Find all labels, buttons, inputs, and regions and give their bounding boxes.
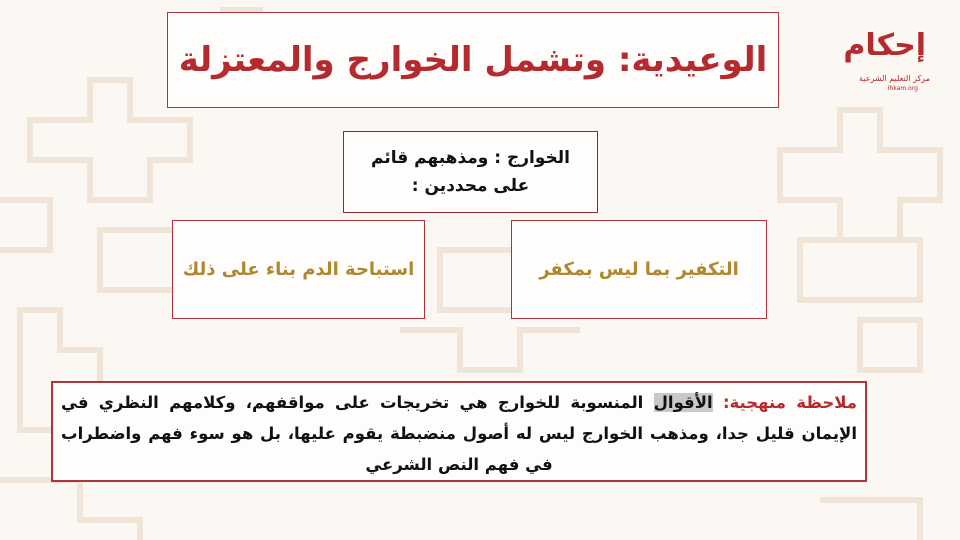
point-bloodshed: استباحة الدم بناء على ذلك [182, 259, 415, 280]
khawarij-line-1: الخوارج : ومذهبهم قائم [371, 148, 570, 168]
logo-tagline: Ihkam.org [887, 85, 918, 92]
slide-title: الوعيدية: وتشمل الخوارج والمعتزلة [178, 40, 768, 80]
point-box-left [172, 220, 425, 319]
point-takfir: التكفير بما ليس بمكفر [539, 259, 739, 280]
khawarij-heading [371, 144, 570, 200]
logo [842, 28, 934, 98]
khawarij-box [343, 131, 598, 213]
note-label: ملاحظة منهجية: [722, 393, 857, 412]
note-body: المنسوبة للخوارج هي تخريجات على مواقفهم، وكلامهم النظري في الإيمان قليل جدا، ومذهب الخوارج ليس له أصول منضبطة يقوم عليها، بل هو سوء فهم واضطراب في فهم النص الشرعي [61, 393, 857, 474]
note-paragraph [61, 387, 857, 480]
logo-subtitle: مركز التعليم الشرعية [858, 74, 930, 83]
note-box [51, 381, 867, 482]
khawarij-line-2: على محددين : [411, 176, 530, 196]
title-box [167, 12, 779, 108]
note-highlight: الأقوال [653, 393, 713, 412]
point-box-right [511, 220, 767, 319]
logo-name: إحكام [843, 28, 926, 63]
